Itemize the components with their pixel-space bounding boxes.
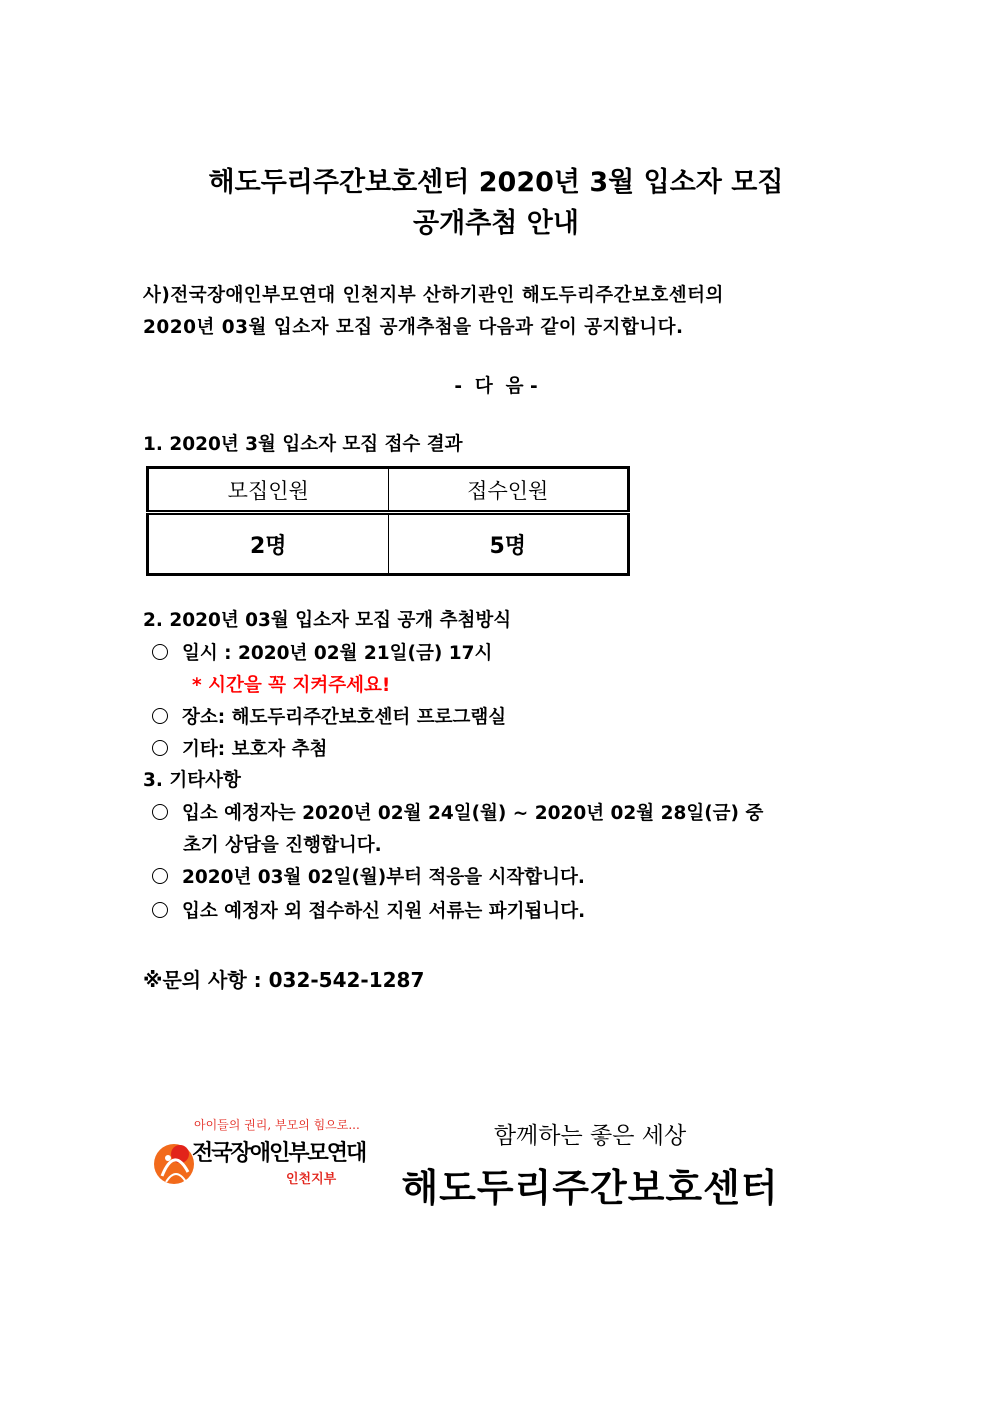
page-title: 해도두리주간보호센터 2020년 3월 입소자 모집 xyxy=(208,167,784,198)
results-table xyxy=(146,466,630,576)
table-header-cell: 접수인원 xyxy=(388,468,629,513)
section3-heading: 3. 기타사항 xyxy=(143,770,241,791)
section2-heading: 2. 2020년 03월 입소자 모집 공개 추첨방식 xyxy=(143,610,512,631)
place-text: 장소: 해도두리주간보호센터 프로그램실 xyxy=(182,707,507,728)
disposal-text: 입소 예정자 외 접수하신 지원 서류는 파기됩니다. xyxy=(182,901,586,922)
list-item xyxy=(152,897,585,923)
time-note: * 시간을 꼭 지켜주세요! xyxy=(192,675,391,696)
adaptation-text: 2020년 03월 02일(월)부터 적응을 시작합니다. xyxy=(182,867,585,888)
date-text: 일시 : 2020년 02월 21일(금) 17시 xyxy=(182,643,493,664)
page-subtitle: 공개추첨 안내 xyxy=(413,208,579,239)
logo-tagline: 아이들의 권리, 부모의 힘으로... xyxy=(194,1118,360,1132)
circle-bullet-icon xyxy=(152,708,168,724)
intro-line-1: 사)전국장애인부모연대 인천지부 산하기관인 해도두리주간보호센터의 xyxy=(143,285,724,306)
slogan: 함께하는 좋은 세상 xyxy=(493,1123,687,1149)
list-item xyxy=(152,703,506,729)
table-cell: 5명 xyxy=(388,513,629,575)
etc-text: 기타: 보호자 추첨 xyxy=(182,739,328,760)
schedule-text-cont: 초기 상담을 진행합니다. xyxy=(183,835,382,856)
circle-bullet-icon xyxy=(152,902,168,918)
table-row xyxy=(148,513,629,575)
logo-branch: 인천지부 xyxy=(286,1172,337,1187)
list-item xyxy=(152,799,763,825)
circle-bullet-icon xyxy=(152,804,168,820)
schedule-text: 입소 예정자는 2020년 02월 24일(월) ~ 2020년 02월 28일(금) 중 xyxy=(182,803,764,824)
circle-bullet-icon xyxy=(152,644,168,660)
organization-logo xyxy=(148,1116,366,1206)
section1-heading: 1. 2020년 3월 입소자 모집 접수 결과 xyxy=(143,434,463,455)
table-cell: 2명 xyxy=(249,533,287,559)
circle-bullet-icon xyxy=(152,740,168,756)
center-name: 해도두리주간보호센터 xyxy=(401,1165,779,1210)
table-header-cell: 모집인원 xyxy=(148,468,389,513)
table-header-row xyxy=(148,468,629,513)
list-item xyxy=(152,863,585,889)
circle-bullet-icon xyxy=(152,868,168,884)
intro-line-2: 2020년 03월 입소자 모집 공개추첨을 다음과 같이 공지합니다. xyxy=(143,317,684,338)
list-item xyxy=(152,735,327,761)
list-item xyxy=(152,639,492,665)
divider-heading: - 다 음 - xyxy=(454,376,538,397)
logo-org-name: 전국장애인부모연대 xyxy=(192,1141,366,1166)
contact-info: ※문의 사항 : 032-542-1287 xyxy=(143,968,425,992)
